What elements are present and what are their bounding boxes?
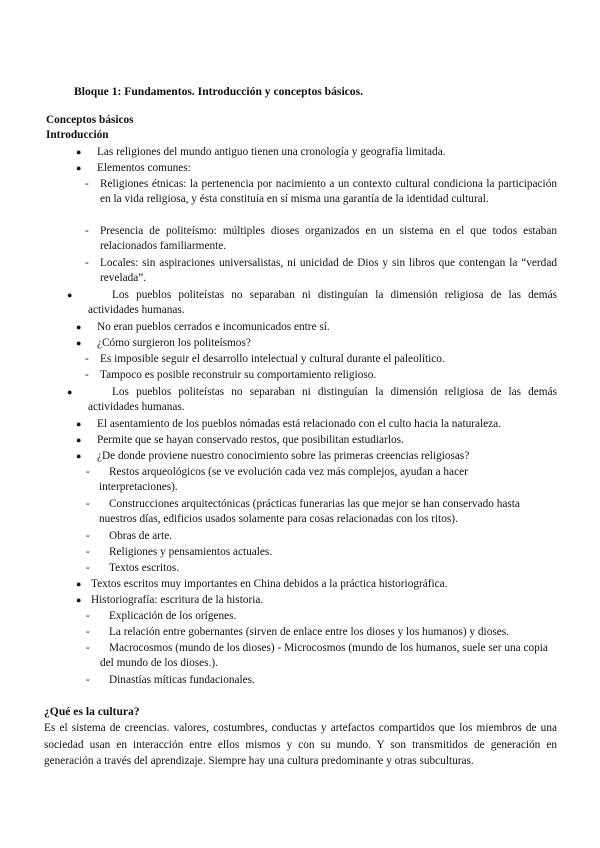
list-item [67,288,557,319]
list-item-text: Textos escritos muy importantes en China debidos a la práctica historiográfica. [91,578,448,590]
list-item-text: Presencia de politeísmo: múltiples dioses organizados en un sistema en el que todos estaban relacionados familiarmente. [100,225,557,253]
list-item [85,177,557,208]
list-item-text: El asentamiento de los pueblos nómadas está relacionado con el culto hacia la naturaleza. [97,418,502,430]
bullet-marker: ● [67,290,73,300]
dash-marker: - [86,546,90,558]
list-item [76,336,557,351]
list-item-text: Locales: sin aspiraciones universalistas, ni unicidad de Dios y sin libros que contengan la “verdad revelada”. [100,257,557,285]
list-item-text: Es imposible seguir el desarrollo intelectual y cultural durante el paleolítico. [100,353,445,365]
list-item-text: No eran pueblos cerrados e incomunicados entre sí. [97,321,330,333]
list-item [76,417,557,432]
heading-conceptos-basicos: Conceptos básicos [46,114,134,126]
list-item [86,497,557,528]
list-item [86,465,519,496]
list-item [86,529,549,544]
bullet-marker: ● [76,338,82,348]
culture-section [44,704,557,770]
bullet-marker: ● [67,387,73,397]
list-item [86,641,557,672]
dash-marker: - [86,562,90,574]
dash-marker: - [85,225,89,237]
bullet-marker: ● [76,579,82,589]
bullet-marker: ● [76,322,82,332]
list-item-text: Explicación de los orígenes. [109,610,237,622]
bullet-marker: ● [76,451,82,461]
list-item [86,673,549,688]
list-item [76,449,557,464]
list-item [86,625,557,640]
list-item-text: La relación entre gobernantes (sirven de enlace entre los dioses y los humanos) y dioses. [109,626,509,638]
list-item [85,352,557,367]
bullet-marker: ● [76,419,82,429]
dash-marker: - [85,369,89,381]
list-item [76,577,557,592]
list-item-text: ¿Cómo surgieron los politeísmos? [97,337,251,349]
bullet-marker: ● [76,163,82,173]
list-item [76,320,557,335]
list-item-text: Los pueblos politeístas no separaban ni distinguían la dimensión religiosa de las demás actividades humanas. [88,289,557,317]
list-item [85,256,557,287]
list-item-text: Religiones étnicas: la pertenencia por nacimiento a un contexto cultural condiciona la participación en la vida religiosa, y ésta constituía en sí misma una garantía de la identidad cultural. [100,178,557,206]
dash-marker: - [85,257,89,269]
list-item [76,161,557,176]
dash-marker: - [86,498,90,510]
bullet-marker: ● [76,595,82,605]
dash-marker: - [85,178,89,190]
list-item [76,433,557,448]
list-item [76,593,557,608]
list-item [86,545,549,560]
list-item-text: Construcciones arquitectónicas (prácticas funerarias las que mejor se han conservado hasta nuestros días, edificios usados solamente para cosas relacionadas con los ritos). [99,498,520,526]
list-item [85,224,557,255]
dash-marker: - [86,642,90,654]
culture-paragraph: Es el sistema de creencias. valores, costumbres, conductas y artefactos compartidos que los miembros de una sociedad usan en interacción entre ellos mismos y con su mundo. Y son transmitidos de generación en generación a través del aprendizaje. Siempre hay una cultura predominante y otras subculturas. [44,722,557,768]
list-item [67,385,557,416]
bullet-marker: ● [76,435,82,445]
list-item [86,561,549,576]
list-item [86,609,549,624]
list-item-text: Religiones y pensamientos actuales. [109,546,273,558]
list-item-text: Permite que se hayan conservado restos, que posibilitan estudiarlos. [97,434,404,446]
dash-marker: - [86,610,90,622]
list-item-text: Los pueblos politeístas no separaban ni distinguían la dimensión religiosa de las demás actividades humanas. [88,386,557,414]
list-item [85,368,557,383]
list-item-text: Elementos comunes: [97,162,191,174]
list-item-text: Textos escritos. [109,562,180,574]
dash-marker: - [85,353,89,365]
heading-introduccion: Introducción [46,129,109,141]
list-item-text: Restos arqueológicos (se ve evolución cada vez más complejos, ayudan a hacer interpretaciones). [99,466,468,494]
dash-marker: - [86,466,90,478]
list-item [76,145,557,160]
page-title: Bloque 1: Fundamentos. Introducción y conceptos básicos. [74,85,364,98]
list-item-text: Macrocosmos (mundo de los dioses) - Microcosmos (mundo de los humanos, suele ser una copia del mundo de los dioses.). [100,642,548,670]
list-item-text: Dinastías míticas fundacionales. [109,674,255,686]
dash-marker: - [86,674,90,686]
dash-marker: - [86,626,90,638]
list-item-text: Obras de arte. [109,530,173,542]
culture-heading: ¿Qué es la cultura? [44,705,140,718]
list-item-text: ¿De donde proviene nuestro conocimiento sobre las primeras creencias religiosas? [97,450,470,462]
list-item-text: Tampoco es posible reconstruir su comportamiento religioso. [100,369,377,381]
dash-marker: - [86,530,90,542]
list-item-text: Historiografía: escritura de la historia. [91,594,264,606]
bullet-marker: ● [76,147,82,157]
list-item-text: Las religiones del mundo antiguo tienen una cronología y geografía limitada. [97,146,446,158]
